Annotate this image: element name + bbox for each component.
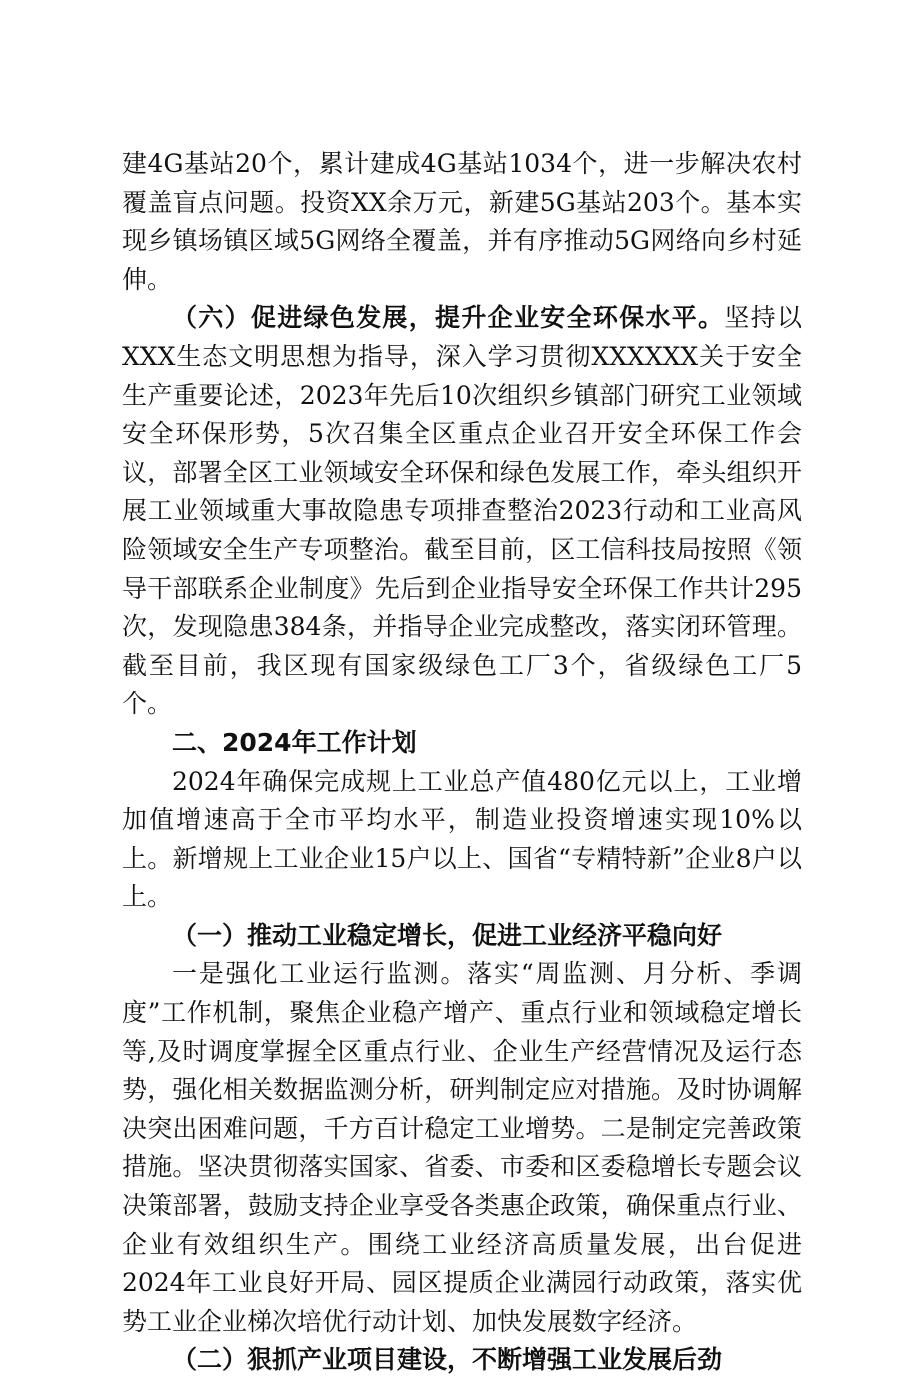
paragraph-industrial-monitoring: 一是强化工业运行监测。落实“周监测、月分析、季调度”工作机制，聚焦企业稳产增产、重点行业和领域稳定增长等,及时调度掌握全区重点行业、企业生产经营情况及运行态势，强化相关数据监测分析，研判制定应对措施。及时协调解决突出困难问题，千方百计稳定工业增势。二是制定完善政策措施。坚决贯彻落实国家、省委、市委和区委稳增长专题会议决策部署，鼓励支持企业享受各类惠企政策，确保重点行业、企业有效组织生产。围绕工业经济高质量发展，出台促进2024年工业良好开局、园区提质企业满园行动政策，落实优势工业企业梯次培优行动计划、加快发展数字经济。 (122, 959, 802, 1336)
chapter-heading-2024-plan: 二、2024年工作计划 (172, 727, 417, 757)
section-heading-six: （六）促进绿色发展，提升企业安全环保水平。 (172, 303, 725, 333)
paragraph-green-development (122, 299, 802, 724)
section-heading-one: （一）推动工业稳定增长，促进工业经济平稳向好 (172, 920, 723, 950)
section-heading-two: （二）狠抓产业项目建设，不断增强工业发展后劲 (172, 1345, 723, 1375)
paragraph-2024-targets: 2024年确保完成规上工业总产值480亿元以上，工业增加值增速高于全市平均水平，制造业投资增速实现10%以上。新增规上工业企业15户以上、国省“专精特新”企业8户以上。 (122, 766, 802, 912)
document-body (122, 145, 802, 1380)
paragraph-green-development-body: 坚持以XXX生态文明思想为指导，深入学习贯彻XXXXXX关于安全生产重要论述，2023年先后10次组织乡镇部门研究工业领域安全环保形势，5次召集全区重点企业召开安全环保工作会议，部署全区工业领域安全环保和绿色发展工作，牵头组织开展工业领域重大事故隐患专项排查整治2023行动和工业高风险领域安全生产专项整治。截至目前，区工信科技局按照《领导干部联系企业制度》先后到企业指导安全环保工作共计295次，发现隐患384条，并指导企业完成整改，落实闭环管理。截至目前，我区现有国家级绿色工厂3个，省级绿色工厂5个。 (122, 303, 802, 719)
paragraph-5g-network: 建4G基站20个，累计建成4G基站1034个，进一步解决农村覆盖盲点问题。投资XX余万元，新建5G基站203个。基本实现乡镇场镇区域5G网络全覆盖，并有序推动5G网络向乡村延伸。 (122, 149, 802, 294)
